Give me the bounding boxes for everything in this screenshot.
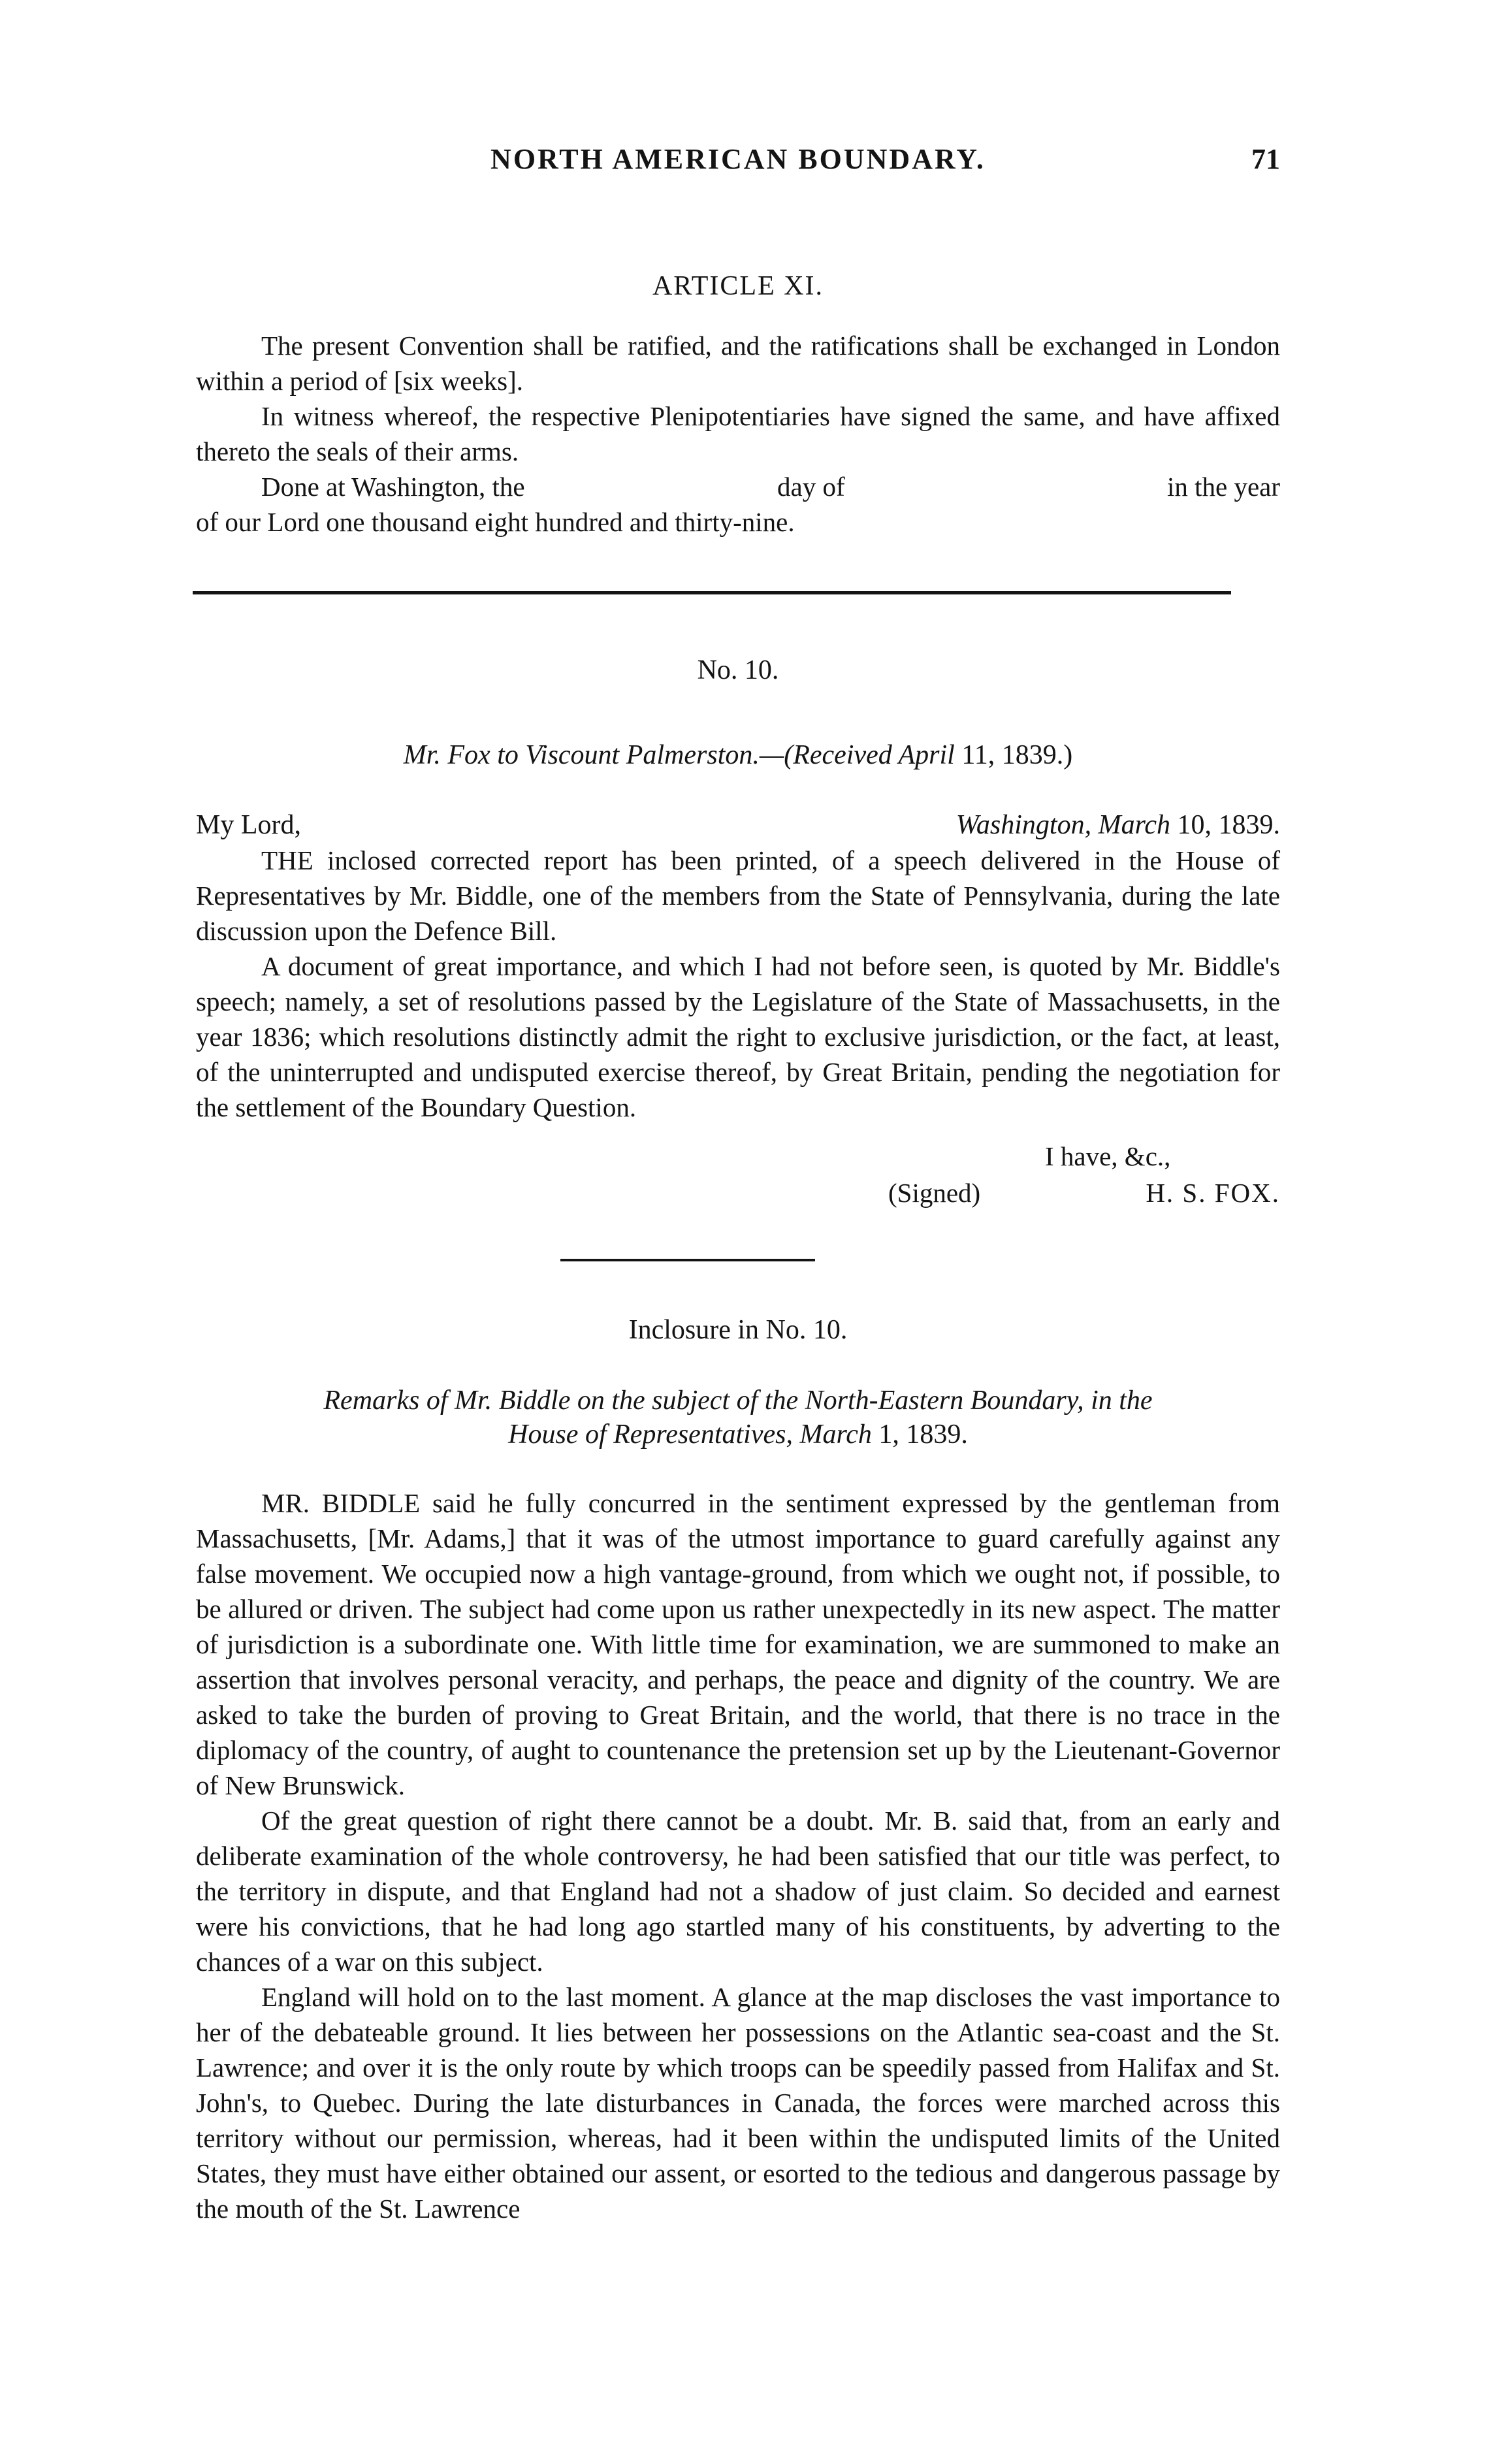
- despatch-body: [196, 843, 1280, 1125]
- article-paragraph: The present Convention shall be ratified, and the ratifications shall be exchanged in London within a period of [six weeks].: [196, 331, 1280, 396]
- dateline-date: 10, 1839.: [1177, 810, 1280, 840]
- day-of-text: day of: [777, 472, 845, 502]
- despatch-subtitle: [196, 738, 1280, 772]
- inclosure-body: [196, 1485, 1280, 2226]
- article-body: [196, 328, 1280, 540]
- running-title: NORTH AMERICAN BOUNDARY.: [490, 143, 986, 175]
- despatch-paragraph: A document of great importance, and which I had not before seen, is quoted by Mr. Biddle's speech; namely, a set of resolutions passed by the Legislature of the State of Massachusetts, in the year 1836; which resolutions distinctly admit the right to exclusive jurisdiction, or the fact, at least, of the uninterrupted and undisputed exercise thereof, by Great Britain, pending the negotiation for the settlement of the Boundary Question.: [196, 951, 1280, 1122]
- inclosure-title-date: 1, 1839.: [878, 1419, 968, 1450]
- inclosure-title-house: House of Representatives, March: [508, 1419, 872, 1450]
- despatch-subtitle-main: Mr. Fox to Viscount Palmerston.—(Received April: [403, 740, 955, 770]
- page-number: 71: [1251, 143, 1280, 175]
- inclosure-heading: Inclosure in No. 10.: [628, 1315, 848, 1345]
- signatory-name: H. S. FOX.: [1146, 1178, 1280, 1208]
- page-header: [196, 142, 1280, 195]
- despatch-number: No. 10.: [697, 655, 779, 685]
- article-paragraph: In witness whereof, the respective Plenipotentiaries have signed the same, and have affixed thereto the seals of their arms.: [196, 401, 1280, 466]
- done-at-line: [196, 469, 1280, 504]
- inclosure-paragraph: England will hold on to the last moment. A glance at the map discloses the vast importance to her of the debateable ground. It lies between her possessions on the Atlantic sea-coast and the St. Lawrence; and over it is the only route by which troops can be speedily passed from Halifax and St. John's, to Quebec. During the late disturbances in Canada, the forces were marched across this territory without our permission, whereas, had it been within the undisputed limits of the United States, they must have either obtained our assent, or esorted to the tedious and dangerous passage by the mouth of the St. Lawrence: [196, 1982, 1280, 2224]
- article-heading: ARTICLE XI.: [652, 271, 824, 301]
- inclosure-title-line1: Remarks of Mr. Biddle on the subject of the North-Eastern Boundary, in the: [323, 1386, 1153, 1416]
- done-at-continuation: of our Lord one thousand eight hundred and thirty-nine.: [196, 507, 795, 537]
- dateline-place: Washington, March: [955, 810, 1170, 840]
- done-at-text: Done at Washington, the: [261, 472, 525, 502]
- despatch-received-date: 11, 1839.): [961, 740, 1073, 770]
- inclosure-paragraph: MR. BIDDLE said he fully concurred in the sentiment expressed by the gentleman from Massachusetts, [Mr. Adams,] that it was of the utmost importance to guard carefully against any false movement. We occupied now a high vantage-ground, from which we ought not, if possible, to be allured or driven. The subject had come upon us rather unexpectedly in its new aspect. The matter of jurisdiction is a subordinate one. With little time for examination, we are summoned to make an assertion that involves personal veracity, and perhaps, the peace and dignity of the country. We are asked to take the burden of proving to Great Britain, and the world, that there is no trace in the diplomacy of the country, of aught to countenance the pretension set up by the Lieutenant-Governor of New Brunswick.: [196, 1488, 1280, 1800]
- closing-line: I have, &c.,: [1045, 1141, 1171, 1171]
- inclosure-title-line2: [196, 1418, 1280, 1451]
- salutation: My Lord,: [196, 810, 301, 840]
- section-divider: [193, 591, 1231, 594]
- in-the-year-text: in the year: [1166, 472, 1280, 502]
- short-divider: [560, 1259, 815, 1261]
- inclosure-paragraph: Of the great question of right there cannot be a doubt. Mr. B. said that, from an early and deliberate examination of the whole controversy, he had been satisfied that our title was perfect, to the territory in dispute, and that England had not a shadow of just claim. So decided and earnest were his convictions, that he had long ago startled many of his constituents, by adverting to the chances of a war on this subject.: [196, 1806, 1280, 1977]
- signed-label: (Signed): [888, 1178, 981, 1208]
- salutation-row: [196, 807, 1280, 847]
- inclosure-title: [196, 1384, 1280, 1451]
- dateline: [956, 807, 1280, 843]
- despatch-paragraph: THE inclosed corrected report has been printed, of a speech delivered in the House of Representatives by Mr. Biddle, one of the members from the State of Pennsylvania, during the late discussion upon the Defence Bill.: [196, 845, 1280, 946]
